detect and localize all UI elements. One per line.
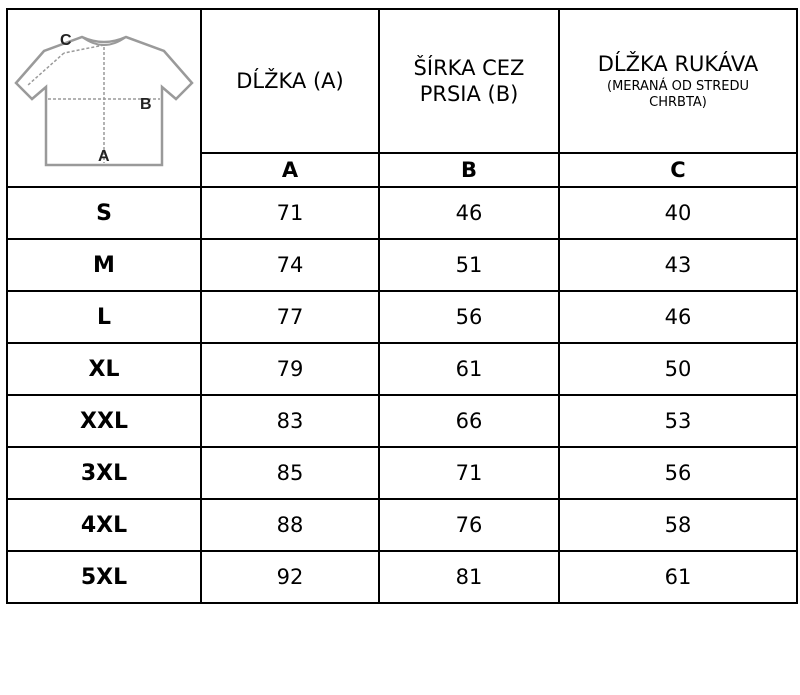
table-row: [7, 447, 797, 499]
table-row: [7, 395, 797, 447]
header-sleeve: [559, 9, 797, 153]
length-cell: 79: [201, 343, 379, 395]
chest-cell: 66: [379, 395, 559, 447]
length-cell: 77: [201, 291, 379, 343]
size-cell: S: [7, 187, 201, 239]
sleeve-cell: 46: [559, 291, 797, 343]
size-cell: L: [7, 291, 201, 343]
label-c: C: [60, 32, 72, 49]
chest-cell: 71: [379, 447, 559, 499]
chest-cell: 76: [379, 499, 559, 551]
label-b: B: [140, 96, 152, 113]
length-cell: 71: [201, 187, 379, 239]
sleeve-cell: 58: [559, 499, 797, 551]
length-cell: 74: [201, 239, 379, 291]
sleeve-cell: 53: [559, 395, 797, 447]
size-cell: XXL: [7, 395, 201, 447]
tshirt-measure-icon: [14, 13, 194, 183]
size-cell: 3XL: [7, 447, 201, 499]
length-cell: 85: [201, 447, 379, 499]
label-a: A: [98, 148, 110, 165]
sleeve-cell: 43: [559, 239, 797, 291]
header-sleeve-title: DĹŽKA RUKÁVA: [597, 52, 759, 76]
length-cell: 88: [201, 499, 379, 551]
sleeve-cell: 56: [559, 447, 797, 499]
sleeve-cell: 40: [559, 187, 797, 239]
table-row: [7, 343, 797, 395]
chest-cell: 61: [379, 343, 559, 395]
letter-b: B: [379, 153, 559, 187]
header-chest: [379, 9, 559, 153]
table-row: [7, 499, 797, 551]
header-sleeve-sub1: (MERANÁ OD STREDU: [607, 79, 749, 94]
length-cell: 83: [201, 395, 379, 447]
size-cell: XL: [7, 343, 201, 395]
header-length: [201, 9, 379, 153]
length-cell: 92: [201, 551, 379, 603]
letter-a: A: [201, 153, 379, 187]
chest-cell: 56: [379, 291, 559, 343]
sleeve-cell: 50: [559, 343, 797, 395]
sleeve-cell: 61: [559, 551, 797, 603]
size-rows: [7, 187, 797, 603]
header-row: [7, 9, 797, 153]
size-cell: 5XL: [7, 551, 201, 603]
chest-cell: 51: [379, 239, 559, 291]
table-row: [7, 551, 797, 603]
chest-cell: 81: [379, 551, 559, 603]
size-chart-table: [6, 8, 798, 604]
table-row: [7, 187, 797, 239]
table-row: [7, 239, 797, 291]
header-chest-line2: PRSIA (B): [419, 82, 519, 106]
letter-c: C: [559, 153, 797, 187]
table-row: [7, 291, 797, 343]
tshirt-diagram-cell: [7, 9, 201, 187]
size-cell: 4XL: [7, 499, 201, 551]
header-sleeve-sub2: CHRBTA): [649, 95, 707, 110]
chest-cell: 46: [379, 187, 559, 239]
size-cell: M: [7, 239, 201, 291]
header-length-text: DĹŽKA (A): [236, 69, 344, 93]
header-chest-line1: ŠÍRKA CEZ: [413, 56, 525, 80]
